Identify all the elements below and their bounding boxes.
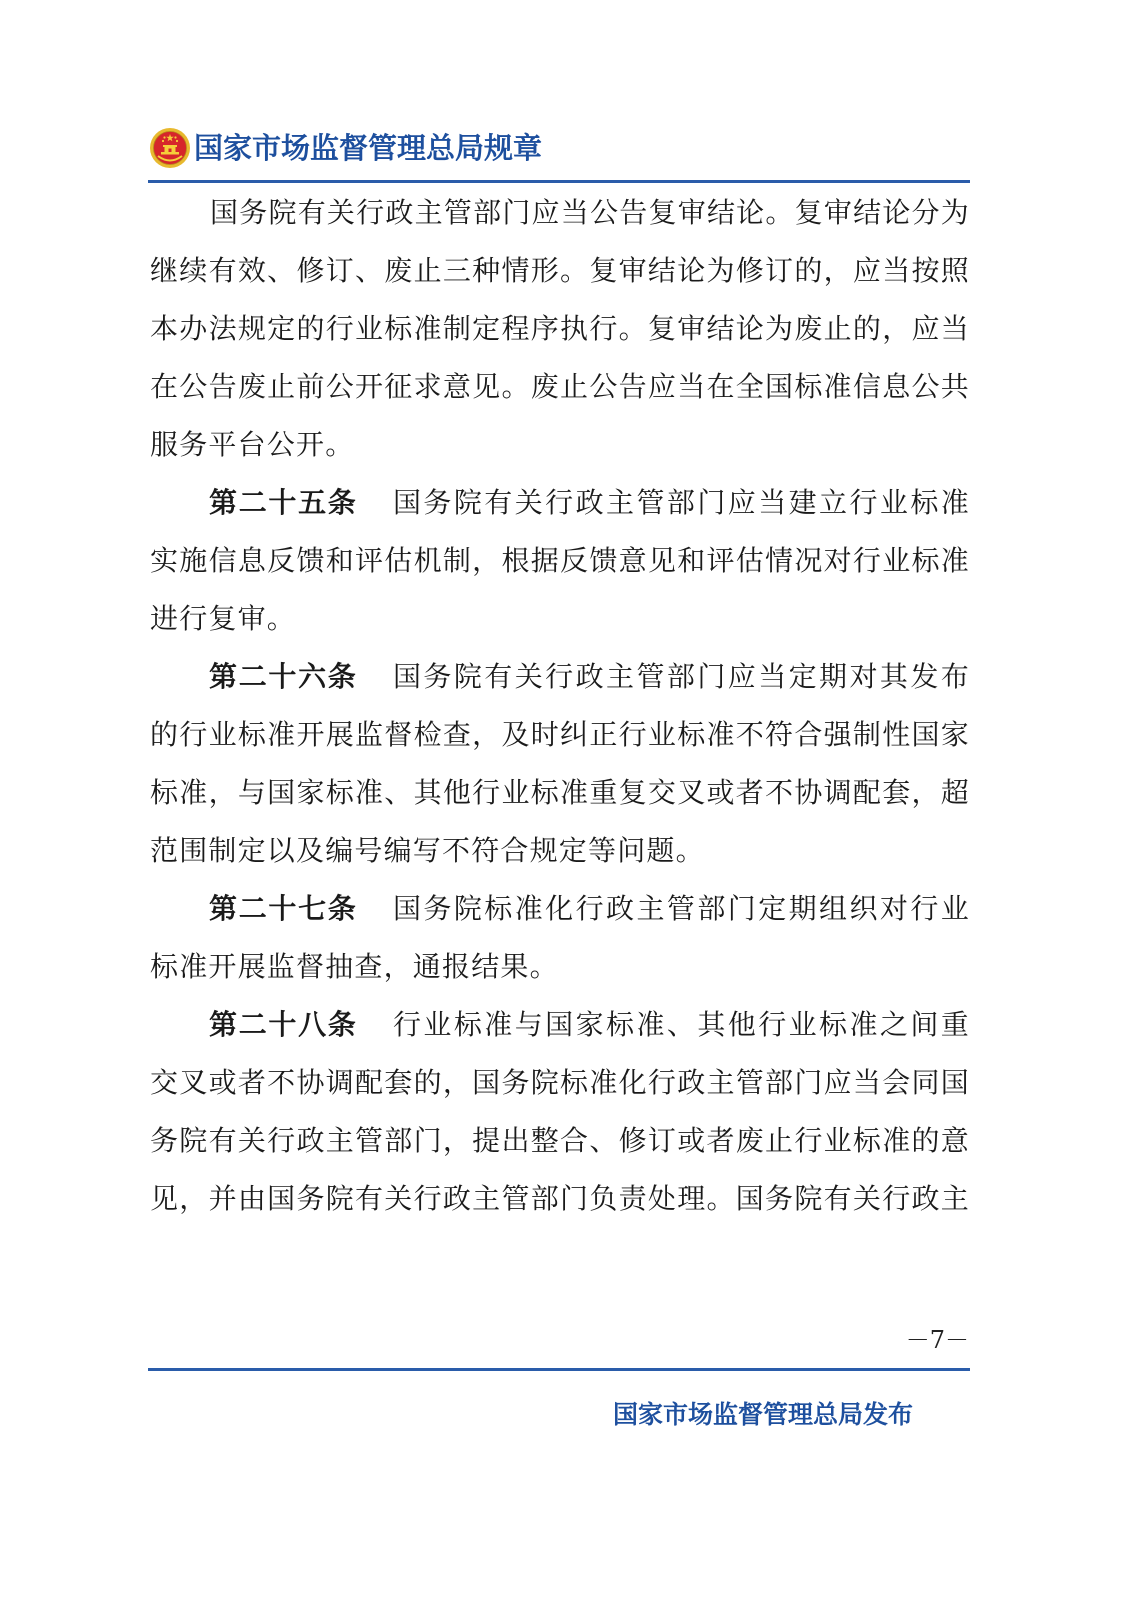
body-text-line: 继续有效、修订、废止三种情形。复审结论为修订的，应当按照 <box>150 254 970 287</box>
body-text-line: 的行业标准开展监督检查，及时纠正行业标准不符合强制性国家 <box>150 718 970 751</box>
header-title: 国家市场监督管理总局规章 <box>194 131 543 165</box>
article-paragraph <box>150 648 970 880</box>
body-text-line: 本办法规定的行业标准制定程序执行。复审结论为废止的，应当 <box>150 312 970 345</box>
body-text-line: 行业标准与国家标准、其他行业标准之间重 <box>393 1008 970 1041</box>
body-text-line: 交叉或者不协调配套的，国务院标准化行政主管部门应当会同国 <box>150 1066 970 1099</box>
header-rule <box>148 180 970 183</box>
body-text-line: 国务院有关行政主管部门应当定期对其发布 <box>393 660 970 693</box>
article-paragraph <box>150 184 970 474</box>
article-first-line <box>150 996 970 1054</box>
article-heading: 第二十八条 <box>209 1008 357 1041</box>
body-text-line: 进行复审。 <box>150 602 297 635</box>
body-text-line: 实施信息反馈和评估机制，根据反馈意见和评估情况对行业标准 <box>150 544 970 577</box>
page-number: －7－ <box>905 1326 969 1354</box>
body-text-line: 服务平台公开。 <box>150 428 355 461</box>
body-text-line: 见，并由国务院有关行政主管部门负责处理。国务院有关行政主 <box>150 1182 970 1215</box>
national-emblem-icon <box>149 127 191 169</box>
article-heading: 第二十七条 <box>209 892 357 925</box>
article-first-line <box>150 648 970 706</box>
article-first-line <box>150 880 970 938</box>
article-heading: 第二十六条 <box>209 660 357 693</box>
article-first-line <box>150 474 970 532</box>
body-text-line: 务院有关行政主管部门，提出整合、修订或者废止行业标准的意 <box>150 1124 970 1157</box>
body-text-line: 在公告废止前公开征求意见。废止公告应当在全国标准信息公共 <box>150 370 970 403</box>
footer-rule <box>148 1368 970 1371</box>
article-paragraph <box>150 996 970 1228</box>
body-text-line: 范围制定以及编号编写不符合规定等问题。 <box>150 834 705 867</box>
body-text-line: 国务院有关行政主管部门应当建立行业标准 <box>393 486 970 519</box>
document-body <box>150 184 970 1228</box>
article-paragraph <box>150 880 970 996</box>
body-text-line: 标准开展监督抽查，通报结果。 <box>150 950 559 983</box>
article-heading: 第二十五条 <box>209 486 357 519</box>
footer-publisher: 国家市场监督管理总局发布 <box>613 1400 914 1429</box>
article-paragraph <box>150 474 970 648</box>
body-text-line: 国务院有关行政主管部门应当公告复审结论。复审结论分为 <box>210 196 970 229</box>
body-text-line: 标准，与国家标准、其他行业标准重复交叉或者不协调配套，超 <box>150 776 970 809</box>
body-text-line: 国务院标准化行政主管部门定期组织对行业 <box>393 892 970 925</box>
